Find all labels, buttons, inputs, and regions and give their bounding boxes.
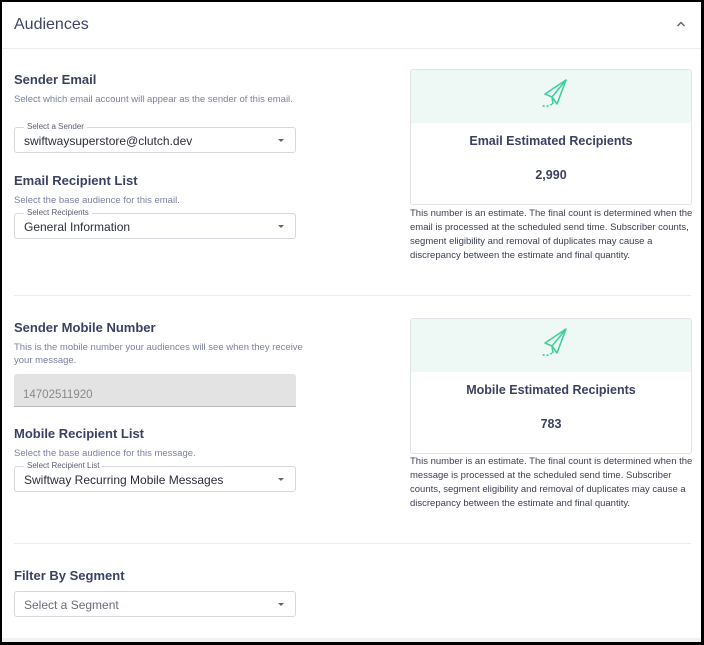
card-band bbox=[411, 319, 691, 372]
panel-title: Audiences bbox=[14, 16, 89, 33]
paper-plane-icon bbox=[533, 326, 573, 360]
email-recipient-list-description: Select the base audience for this email. bbox=[14, 195, 180, 206]
sender-email-label: Sender Email bbox=[14, 72, 97, 87]
card-title: Email Estimated Recipients bbox=[469, 134, 633, 148]
select-legend: Select a Sender bbox=[24, 122, 87, 132]
sender-mobile-label: Sender Mobile Number bbox=[14, 320, 156, 335]
section-divider bbox=[14, 295, 691, 296]
select-value: General Information bbox=[24, 220, 131, 234]
dropdown-arrow-icon bbox=[278, 603, 284, 606]
mobile-recipient-list-description: Select the base audience for this message. bbox=[14, 448, 196, 459]
mobile-recipient-list-label: Mobile Recipient List bbox=[14, 426, 145, 441]
email-estimate-card bbox=[410, 69, 692, 205]
select-legend: Select Recipient List bbox=[24, 461, 102, 471]
panel-header[interactable] bbox=[2, 2, 701, 49]
segment-select[interactable] bbox=[14, 591, 296, 617]
dropdown-arrow-icon bbox=[278, 478, 284, 481]
mobile-estimate-card bbox=[410, 318, 692, 454]
sender-mobile-field bbox=[14, 374, 296, 407]
estimated-recipients-value: 2,990 bbox=[535, 168, 567, 182]
filter-segment-label: Filter By Segment bbox=[14, 568, 125, 583]
card-title: Mobile Estimated Recipients bbox=[466, 383, 636, 397]
email-recipient-list-label: Email Recipient List bbox=[14, 173, 138, 188]
sender-mobile-description: This is the mobile number your audiences will see when they receive your message. bbox=[14, 342, 303, 366]
select-value: swiftwaysuperstore@clutch.dev bbox=[24, 134, 193, 148]
estimate-note: This number is an estimate. The final count is determined when the email is processed at the scheduled send time. Subscriber counts, segment eligibility and removal of duplicates may cause a discrepancy between the estimate and final quantity. bbox=[410, 208, 693, 261]
dropdown-arrow-icon bbox=[278, 225, 284, 228]
sender-email-description: Select which email account will appear as the sender of this email. bbox=[14, 94, 293, 105]
select-value: Swiftway Recurring Mobile Messages bbox=[24, 473, 224, 487]
estimated-recipients-value: 783 bbox=[540, 417, 562, 431]
paper-plane-icon bbox=[533, 77, 573, 111]
card-band bbox=[411, 70, 691, 123]
select-legend: Select Recipients bbox=[24, 208, 92, 218]
collapse-button[interactable] bbox=[673, 16, 689, 32]
sender-email-select[interactable] bbox=[14, 122, 296, 153]
bottom-strip bbox=[2, 638, 701, 642]
select-placeholder: Select a Segment bbox=[24, 598, 119, 612]
mobile-recipients-select[interactable] bbox=[14, 461, 296, 492]
email-recipients-select[interactable] bbox=[14, 208, 296, 239]
chevron-up-icon bbox=[673, 16, 689, 32]
section-divider bbox=[14, 543, 691, 544]
sender-mobile-value: 14702511920 bbox=[23, 389, 93, 401]
audiences-panel bbox=[2, 2, 701, 642]
estimate-note: This number is an estimate. The final count is determined when the message is processed at the scheduled send time. Subscriber counts, segment eligibility and removal of duplicates may cause a discrepancy between the estimate and final quantity. bbox=[410, 456, 693, 509]
dropdown-arrow-icon bbox=[278, 139, 284, 142]
